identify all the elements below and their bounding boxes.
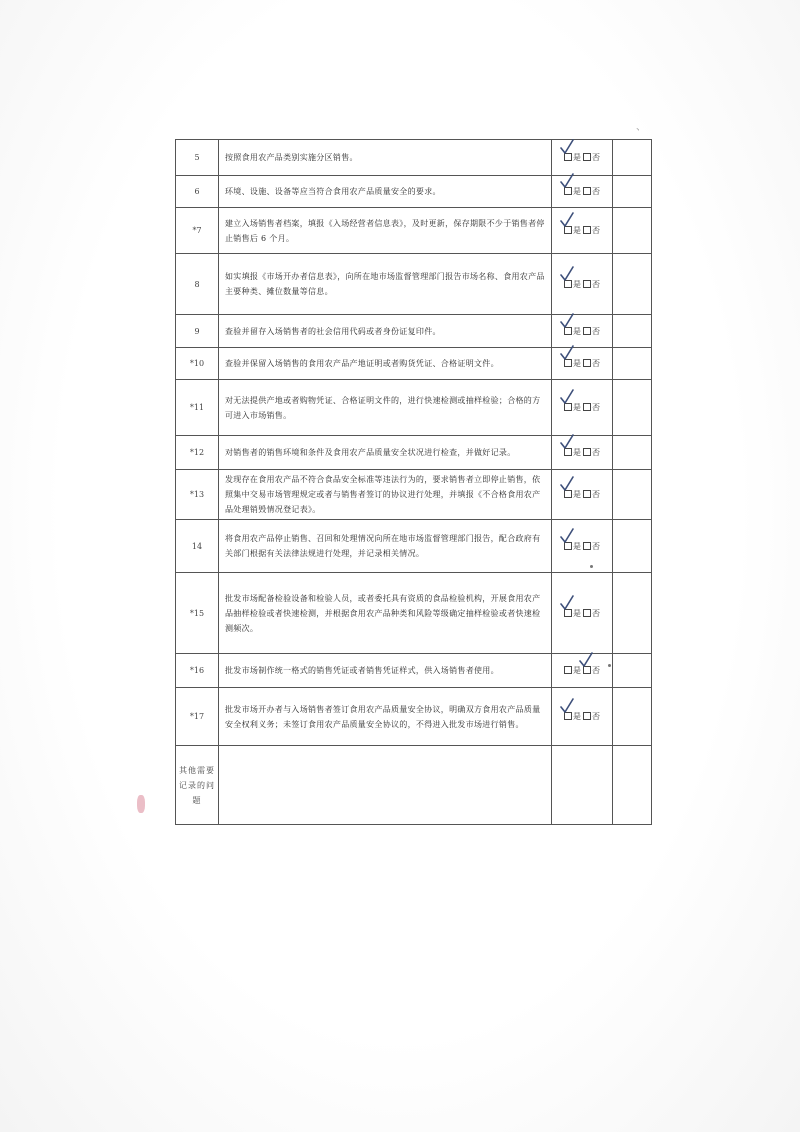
option-label: 否 [592, 359, 600, 368]
checkbox-icon[interactable] [583, 542, 591, 550]
note-cell [613, 380, 652, 436]
checklist-rows [176, 140, 652, 825]
answer-cell [552, 470, 613, 520]
table-row [176, 520, 652, 573]
checkbox-icon[interactable] [583, 226, 591, 234]
table-row [176, 140, 652, 176]
option-yes[interactable] [564, 223, 581, 238]
row-number: *10 [176, 348, 219, 380]
option-label: 否 [592, 403, 600, 412]
option-label: 是 [573, 712, 581, 721]
option-no[interactable] [583, 487, 600, 502]
requirement-text: 发现存在食用农产品不符合食品安全标准等违法行为的，要求销售者立即停止销售，依照集中交易市场管理规定或者与销售者签订的协议进行处理，并填报《不合格食用农产品处理销毁情况登记表》。 [219, 470, 552, 520]
option-label: 是 [573, 187, 581, 196]
table-row [176, 654, 652, 688]
other-issues-answer [552, 746, 613, 825]
option-label: 是 [573, 279, 581, 289]
option-label: 是 [573, 666, 581, 675]
requirement-text: 将食用农产品停止销售、召回和处理情况向所在地市场监督管理部门报告，配合政府有关部门根据有关法律法规进行处理，并记录相关情况。 [219, 520, 552, 573]
option-no[interactable] [583, 445, 600, 460]
checkbox-icon[interactable] [564, 542, 572, 550]
answer-cell [552, 176, 613, 208]
requirement-text: 批发市场开办者与入场销售者签订食用农产品质量安全协议，明确双方食用农产品质量安全权利义务；未签订食用农产品质量安全协议的，不得进入批发市场进行销售。 [219, 688, 552, 746]
table-row [176, 380, 652, 436]
row-number: *13 [176, 470, 219, 520]
note-cell [613, 208, 652, 254]
option-no[interactable] [583, 277, 600, 292]
table-row [176, 348, 652, 380]
requirement-text: 对销售者的销售环境和条件及食用农产品质量安全状况进行检查，并做好记录。 [219, 436, 552, 470]
answer-cell [552, 380, 613, 436]
table-row [176, 208, 652, 254]
answer-cell [552, 436, 613, 470]
note-cell [613, 470, 652, 520]
note-cell [613, 688, 652, 746]
option-no[interactable] [583, 539, 600, 554]
option-yes[interactable] [564, 184, 581, 199]
checkbox-icon[interactable] [583, 403, 591, 411]
other-issues-label: 其他需要记录的问题 [176, 746, 219, 825]
checkbox-icon[interactable] [564, 153, 572, 161]
other-issues-row [176, 746, 652, 825]
requirement-text: 批发市场制作统一格式的销售凭证或者销售凭证样式，供入场销售者使用。 [219, 654, 552, 688]
option-yes[interactable] [564, 445, 581, 460]
checkbox-icon[interactable] [583, 490, 591, 498]
note-cell [613, 140, 652, 176]
checkbox-icon[interactable] [564, 403, 572, 411]
checkbox-icon[interactable] [583, 153, 591, 161]
option-label: 否 [592, 226, 600, 235]
table-row [176, 688, 652, 746]
table-row [176, 573, 652, 654]
checkbox-icon[interactable] [583, 609, 591, 617]
requirement-text: 对无法提供产地或者购物凭证、合格证明文件的，进行快速检测或抽样检验；合格的方可进入市场销售。 [219, 380, 552, 436]
checkbox-icon[interactable] [564, 327, 572, 335]
option-no[interactable] [583, 150, 600, 165]
table-row [176, 436, 652, 470]
option-label: 是 [573, 448, 581, 457]
option-no[interactable] [583, 709, 600, 724]
other-issues-note [613, 746, 652, 825]
option-label: 否 [592, 712, 600, 721]
answer-cell [552, 654, 613, 688]
checkbox-icon[interactable] [564, 280, 572, 288]
checkbox-icon[interactable] [583, 327, 591, 335]
note-cell [613, 348, 652, 380]
checkbox-icon[interactable] [583, 359, 591, 367]
option-yes[interactable] [564, 663, 581, 678]
option-label: 是 [573, 153, 581, 162]
option-label: 是 [573, 403, 581, 412]
option-no[interactable] [583, 356, 600, 371]
answer-cell [552, 140, 613, 176]
option-yes[interactable] [564, 487, 581, 502]
checkbox-icon[interactable] [564, 712, 572, 720]
answer-cell [552, 254, 613, 315]
checkbox-icon[interactable] [564, 490, 572, 498]
note-cell [613, 654, 652, 688]
option-label: 是 [573, 226, 581, 235]
requirement-text: 查验并留存入场销售者的社会信用代码或者身份证复印件。 [219, 315, 552, 348]
checkbox-icon[interactable] [564, 226, 572, 234]
table-row [176, 315, 652, 348]
note-cell [613, 436, 652, 470]
requirement-text: 建立入场销售者档案，填报《入场经营者信息表》，及时更新，保存期限不少于销售者停止销售后 6 个月。 [219, 208, 552, 254]
row-number: *11 [176, 380, 219, 436]
option-label: 否 [592, 541, 600, 551]
row-number: 6 [176, 176, 219, 208]
option-no[interactable] [583, 663, 600, 678]
option-label: 否 [592, 153, 600, 162]
checkbox-icon[interactable] [564, 448, 572, 456]
option-label: 是 [573, 541, 581, 551]
answer-cell [552, 520, 613, 573]
note-cell [613, 315, 652, 348]
note-cell [613, 254, 652, 315]
option-label: 否 [592, 279, 600, 289]
option-label: 是 [573, 608, 581, 618]
row-number: *12 [176, 436, 219, 470]
checkbox-icon[interactable] [564, 359, 572, 367]
red-ink-smudge [137, 795, 145, 813]
option-no[interactable] [583, 400, 600, 415]
answer-cell [552, 688, 613, 746]
option-yes[interactable] [564, 324, 581, 339]
inspection-checklist-table [175, 139, 652, 825]
answer-cell [552, 348, 613, 380]
option-label: 否 [592, 666, 600, 675]
option-no[interactable] [583, 606, 600, 621]
scan-speck [608, 664, 611, 667]
requirement-text: 批发市场配备检验设备和检验人员，或者委托具有资质的食品检验机构，开展食用农产品抽样检验或者快速检测，并根据食用农产品种类和风险等级确定抽样检验或者快速检测频次。 [219, 573, 552, 654]
option-no[interactable] [583, 223, 600, 238]
checkbox-icon[interactable] [583, 448, 591, 456]
option-yes[interactable] [564, 150, 581, 165]
table-row [176, 176, 652, 208]
answer-cell [552, 573, 613, 654]
row-number: *15 [176, 573, 219, 654]
option-label: 是 [573, 326, 581, 336]
note-cell [613, 573, 652, 654]
requirement-text: 环境、设施、设备等应当符合食用农产品质量安全的要求。 [219, 176, 552, 208]
option-yes[interactable] [564, 709, 581, 724]
other-issues-content [219, 746, 552, 825]
option-label: 否 [592, 490, 600, 499]
checkbox-icon[interactable] [564, 187, 572, 195]
row-number: *7 [176, 208, 219, 254]
option-label: 否 [592, 326, 600, 336]
row-number: *17 [176, 688, 219, 746]
option-yes[interactable] [564, 539, 581, 554]
option-no[interactable] [583, 324, 600, 339]
option-label: 否 [592, 187, 600, 196]
option-label: 是 [573, 490, 581, 499]
table-row [176, 254, 652, 315]
checkbox-icon[interactable] [583, 280, 591, 288]
requirement-text: 按照食用农产品类别实施分区销售。 [219, 140, 552, 176]
corner-mark: 、 [636, 122, 646, 133]
checkbox-icon[interactable] [564, 609, 572, 617]
option-yes[interactable] [564, 277, 581, 292]
option-label: 是 [573, 359, 581, 368]
row-number: 5 [176, 140, 219, 176]
table-row [176, 470, 652, 520]
scan-speck [590, 565, 593, 568]
row-number: *16 [176, 654, 219, 688]
requirement-text: 如实填报《市场开办者信息表》，向所在地市场监督管理部门报告市场名称、食用农产品主要种类、摊位数量等信息。 [219, 254, 552, 315]
checkbox-icon[interactable] [564, 666, 572, 674]
row-number: 8 [176, 254, 219, 315]
option-yes[interactable] [564, 400, 581, 415]
row-number: 9 [176, 315, 219, 348]
option-label: 否 [592, 608, 600, 618]
note-cell [613, 520, 652, 573]
option-yes[interactable] [564, 606, 581, 621]
note-cell [613, 176, 652, 208]
answer-cell [552, 315, 613, 348]
checkbox-icon[interactable] [583, 712, 591, 720]
row-number: 14 [176, 520, 219, 573]
option-label: 否 [592, 448, 600, 457]
option-no[interactable] [583, 184, 600, 199]
checkbox-icon[interactable] [583, 666, 591, 674]
requirement-text: 查验并保留入场销售的食用农产品产地证明或者购货凭证、合格证明文件。 [219, 348, 552, 380]
answer-cell [552, 208, 613, 254]
checkbox-icon[interactable] [583, 187, 591, 195]
option-yes[interactable] [564, 356, 581, 371]
